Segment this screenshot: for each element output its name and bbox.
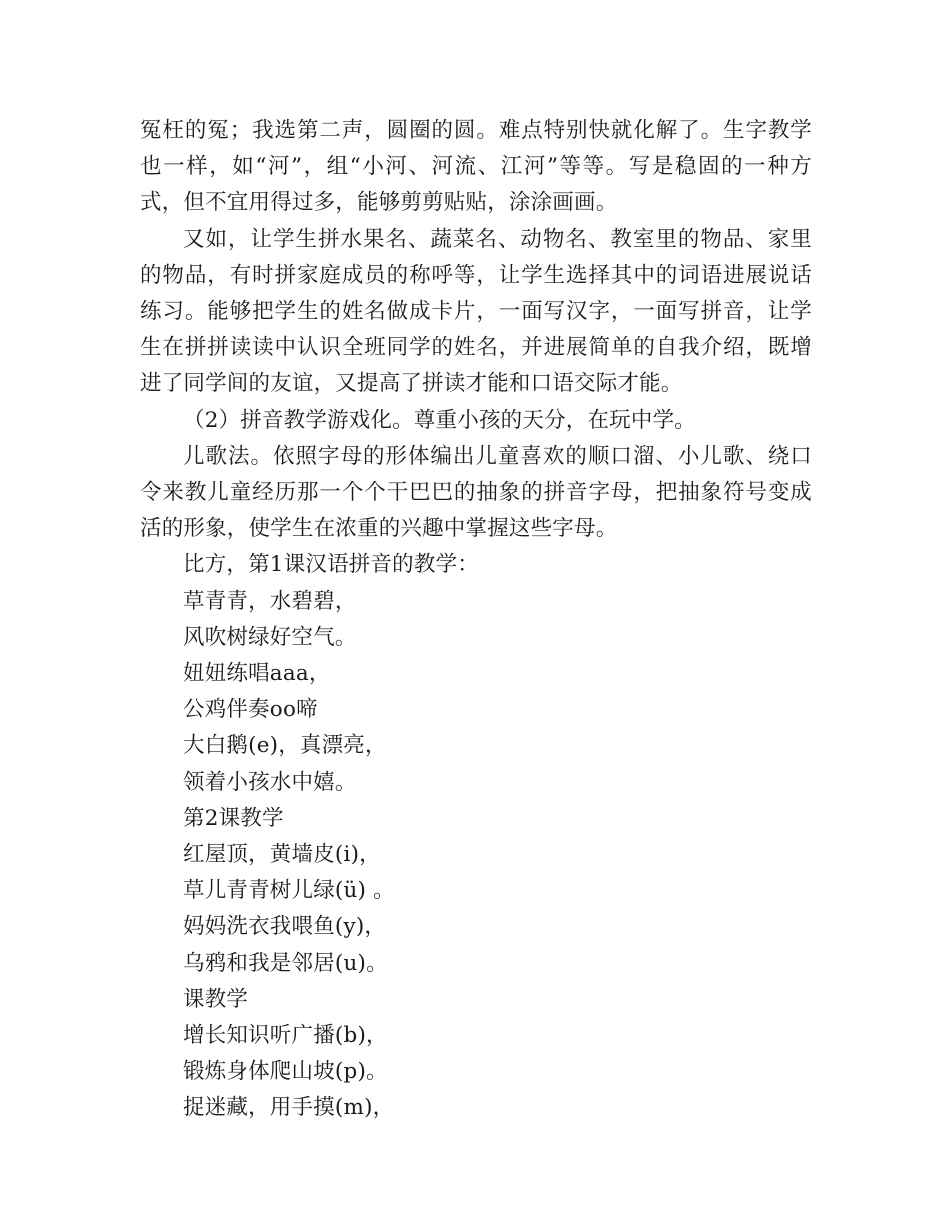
text-line: 领着小孩水中嬉。	[183, 769, 357, 795]
paragraph-2: 又如，让学生拼水果名、蔬菜名、动物名、教室里的物品、家里的物品，有时拼家庭成员的称呼等，让学生选择其中的词语进展说话练习。能够把学生的姓名做成卡片，一面写汉字，一面写拼音，让学生在拼拼读读中认识全班同学的姓名，并进展简单的自我介绍，既增进了同学间的友谊，又提高了拼读才能和口语交际才能。	[140, 226, 812, 397]
text-line: 第2课教学	[183, 805, 284, 831]
document-body	[140, 113, 812, 1127]
text-line: 妞妞练唱aaa，	[183, 661, 331, 687]
text-line: 乌鸦和我是邻居(u)。	[183, 950, 388, 976]
text-line: 大白鹅(e)，真漂亮，	[183, 733, 387, 759]
text-line: 课教学	[183, 986, 249, 1012]
text-line: 锻炼身体爬山坡(p)。	[183, 1059, 388, 1085]
text-line: 增长知识听广播(b)，	[183, 1023, 388, 1049]
text-line: 捉迷藏，用手摸(m)，	[183, 1095, 395, 1121]
paragraph-1: 冤枉的冤；我选第二声，圆圈的圆。难点特别快就化解了。生字教学也一样，如“河”，组“小河、河流、江河”等等。写是稳固的一种方式，但不宜用得过多，能够剪剪贴贴，涂涂画画。	[140, 118, 812, 216]
text-line: 红屋顶，黄墙皮(i)，	[183, 842, 381, 868]
text-line: 风吹树绿好空气。	[183, 624, 357, 650]
text-line: 草儿青青树儿绿(ü) 。	[183, 878, 395, 904]
text-line: 比方，第1课汉语拼音的教学：	[183, 552, 479, 578]
text-line: 妈妈洗衣我喂鱼(y)，	[183, 914, 387, 940]
paragraph-4: 儿歌法。依照字母的形体编出儿童喜欢的顺口溜、小儿歌、绕口令来教儿童经历那一个个干巴巴的抽象的拼音字母，把抽象符号变成活的形象，使学生在浓重的兴趣中掌握这些字母。	[140, 443, 812, 542]
text-line: 草青青，水碧碧，	[183, 588, 357, 614]
paragraph-3: （2）拼音教学游戏化。尊重小孩的天分，在玩中学。	[183, 407, 696, 433]
text-line: 公鸡伴奏oo啼	[183, 697, 318, 723]
